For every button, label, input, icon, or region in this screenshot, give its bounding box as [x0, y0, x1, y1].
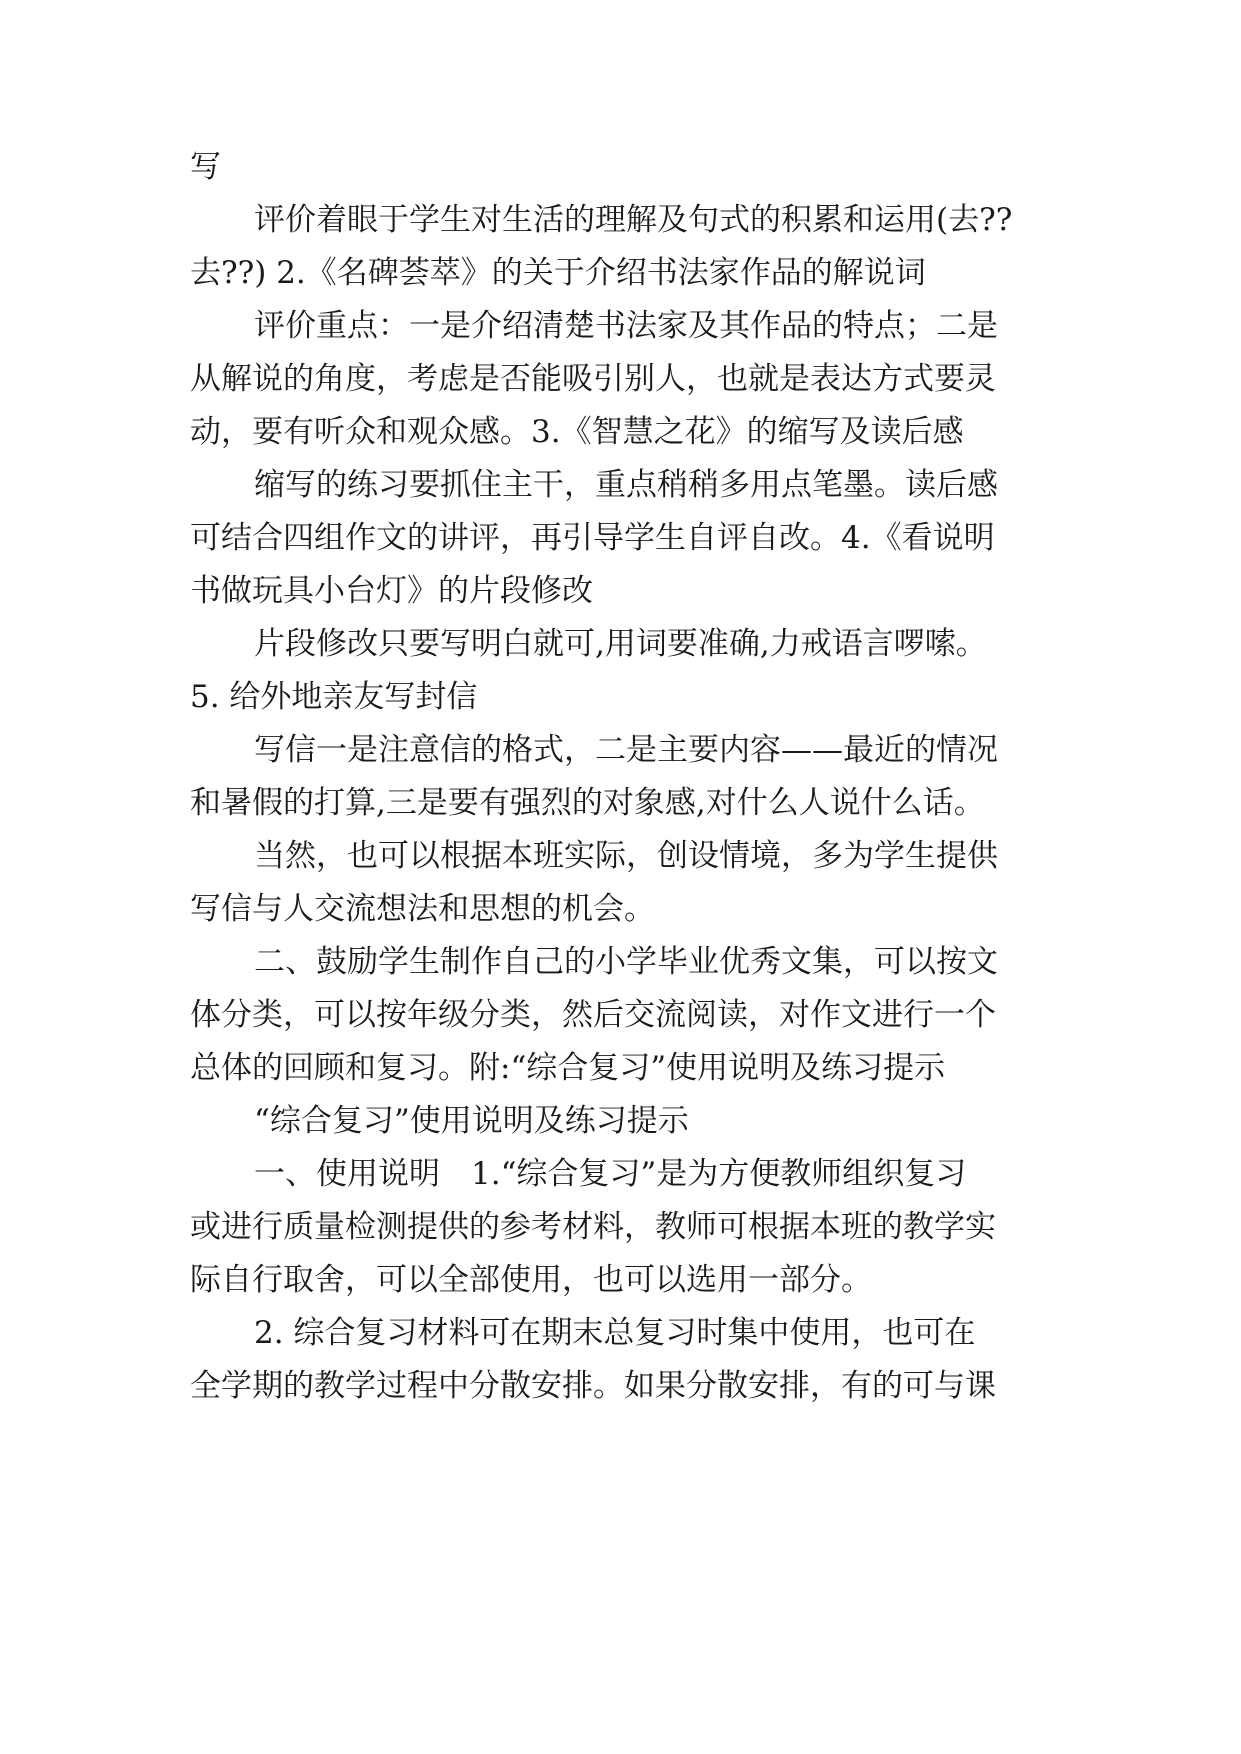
text-line: 或进行质量检测提供的参考材料，教师可根据本班的教学实 — [190, 1209, 996, 1245]
paragraph-line: 二、鼓励学生制作自己的小学毕业优秀文集，可以按文 — [254, 944, 998, 980]
paragraph-line: 缩写的练习要抓住主干，重点稍稍多用点笔墨。读后感 — [254, 467, 998, 503]
text-line: 可结合四组作文的讲评，再引导学生自评自改。4.《看说明 — [190, 520, 995, 556]
text-line: 动，要有听众和观众感。3.《智慧之花》的缩写及读后感 — [190, 414, 964, 450]
text-line: 全学期的教学过程中分散安排。如果分散安排，有的可与课 — [190, 1368, 996, 1404]
paragraph-line: 当然，也可以根据本班实际，创设情境，多为学生提供 — [254, 838, 998, 874]
text-line: 总体的回顾和复习。附:“综合复习”使用说明及练习提示 — [190, 1050, 946, 1086]
paragraph-line: 片段修改只要写明白就可,用词要准确,力戒语言啰嗦。 — [254, 626, 987, 662]
section-title: “综合复习”使用说明及练习提示 — [254, 1103, 689, 1139]
text-line: 体分类，可以按年级分类，然后交流阅读，对作文进行一个 — [190, 997, 996, 1033]
text-line: 写 — [190, 149, 221, 185]
section-heading: 5. 给外地亲友写封信 — [190, 679, 478, 715]
paragraph-line: 一、使用说明 1.“综合复习”是为方便教师组织复习 — [254, 1156, 967, 1192]
paragraph-line: 写信一是注意信的格式，二是主要内容——最近的情况 — [254, 732, 998, 768]
text-line: 去??) 2.《名碑荟萃》的关于介绍书法家作品的解说词 — [190, 255, 926, 291]
paragraph-line: 评价着眼于学生对生活的理解及句式的积累和运用(去?? — [254, 202, 1013, 238]
text-line: 写信与人交流想法和思想的机会。 — [190, 891, 655, 927]
text-line: 从解说的角度，考虑是否能吸引别人，也就是表达方式要灵 — [190, 361, 996, 397]
text-line: 和暑假的打算,三是要有强烈的对象感,对什么人说什么话。 — [190, 785, 985, 821]
text-line: 书做玩具小台灯》的片段修改 — [190, 573, 593, 609]
paragraph-line: 2. 综合复习材料可在期末总复习时集中使用，也可在 — [254, 1315, 976, 1351]
text-line: 际自行取舍，可以全部使用，也可以选用一部分。 — [190, 1262, 872, 1298]
paragraph-line: 评价重点：一是介绍清楚书法家及其作品的特点；二是 — [254, 308, 998, 344]
document-page — [190, 0, 1052, 1754]
